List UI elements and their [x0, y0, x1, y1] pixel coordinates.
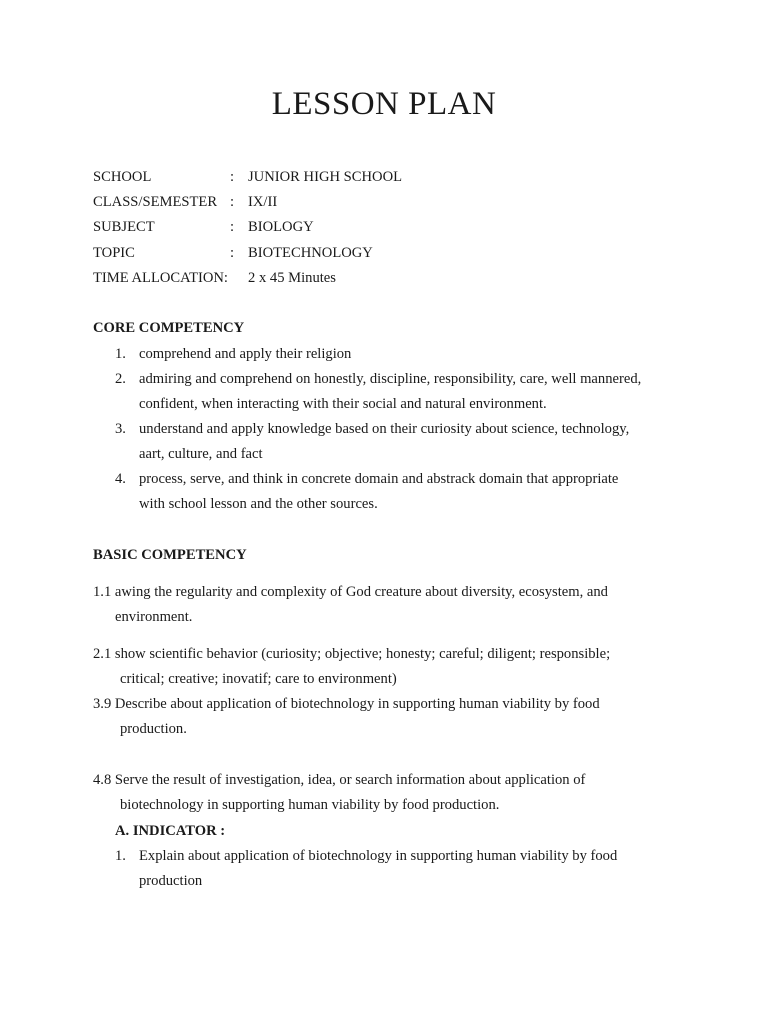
- info-label: CLASS/SEMESTER: [93, 194, 218, 210]
- info-label: TOPIC: [93, 245, 135, 261]
- paragraph-line: environment.: [115, 609, 193, 625]
- list-number: 1.: [115, 346, 126, 362]
- info-value: BIOLOGY: [248, 219, 314, 235]
- list-text: production: [139, 873, 203, 889]
- info-value: IX/II: [248, 194, 278, 210]
- info-value: BIOTECHNOLOGY: [248, 245, 373, 261]
- info-label: TIME ALLOCATION:: [93, 270, 228, 286]
- info-colon: :: [230, 245, 235, 261]
- list-number: 2.: [115, 371, 126, 387]
- page-title: LESSON PLAN: [271, 86, 497, 122]
- info-value: 2 x 45 Minutes: [248, 270, 336, 286]
- info-colon: :: [230, 194, 235, 210]
- basic-competency-heading: BASIC COMPETENCY: [93, 547, 247, 563]
- list-text: understand and apply knowledge based on their curiosity about science, technology,: [139, 421, 630, 437]
- info-colon: :: [230, 169, 235, 185]
- paragraph-line: 4.8 Serve the result of investigation, idea, or search information about application of: [93, 772, 586, 788]
- list-text: confident, when interacting with their social and natural environment.: [139, 396, 547, 412]
- paragraph-line: critical; creative; inovatif; care to environment): [120, 671, 397, 687]
- list-text: comprehend and apply their religion: [139, 346, 352, 362]
- paragraph-line: 3.9 Describe about application of biotechnology in supporting human viability by food: [93, 696, 600, 712]
- list-text: Explain about application of biotechnology in supporting human viability by food: [139, 848, 618, 864]
- indicator-heading: A. INDICATOR :: [115, 823, 226, 839]
- info-colon: :: [230, 219, 235, 235]
- info-label: SCHOOL: [93, 169, 152, 185]
- paragraph-line: biotechnology in supporting human viability by food production.: [120, 797, 500, 813]
- core-competency-heading: CORE COMPETENCY: [93, 320, 245, 336]
- list-text: with school lesson and the other sources.: [139, 496, 378, 512]
- paragraph-line: production.: [120, 721, 187, 737]
- paragraph-line: 2.1 show scientific behavior (curiosity; objective; honesty; careful; diligent; responsible;: [93, 646, 611, 662]
- list-text: aart, culture, and fact: [139, 446, 263, 462]
- list-number: 4.: [115, 471, 126, 487]
- list-number: 1.: [115, 848, 126, 864]
- paragraph-line: 1.1 awing the regularity and complexity of God creature about diversity, ecosystem, and: [93, 584, 608, 600]
- list-text: admiring and comprehend on honestly, discipline, responsibility, care, well mannered,: [139, 371, 642, 387]
- list-number: 3.: [115, 421, 126, 437]
- list-text: process, serve, and think in concrete domain and abstrack domain that appropriate: [139, 471, 619, 487]
- info-label: SUBJECT: [93, 219, 155, 235]
- info-value: JUNIOR HIGH SCHOOL: [248, 169, 403, 185]
